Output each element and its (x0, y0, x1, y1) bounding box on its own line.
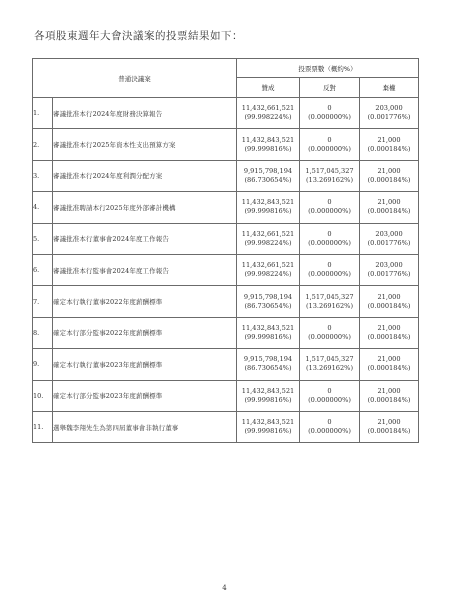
table-row (33, 380, 419, 411)
header-for: 贊成 (237, 78, 300, 98)
resolution-number: 3. (33, 160, 53, 191)
votes-against-percent: (0.000000%) (308, 238, 351, 247)
votes-for (237, 349, 300, 380)
votes-abstain-percent: (0.000184%) (367, 332, 411, 341)
page-number: 4 (222, 584, 227, 592)
votes-against-count: 0 (327, 135, 332, 144)
votes-against (300, 223, 360, 254)
votes-for-percent: (86.730654%) (244, 301, 292, 310)
votes-against-count: 1,517,045,327 (305, 166, 354, 175)
votes-abstain (360, 223, 419, 254)
votes-abstain-count: 21,000 (377, 166, 401, 175)
resolution-description: 審議批准本行董事會2024年度工作報告 (53, 223, 237, 254)
votes-against-percent: (0.000000%) (308, 332, 351, 341)
votes-abstain (360, 317, 419, 348)
resolution-description: 審議批准本行2025年資本性支出預算方案 (53, 129, 237, 160)
votes-against-percent: (0.000000%) (308, 395, 351, 404)
table-row (33, 349, 419, 380)
votes-abstain-percent: (0.001776%) (367, 238, 411, 247)
votes-abstain (360, 349, 419, 380)
votes-for-count: 11,432,661,521 (241, 104, 295, 113)
votes-for (237, 286, 300, 317)
votes-for-percent: (86.730654%) (244, 364, 292, 373)
votes-against (300, 349, 360, 380)
votes-abstain-percent: (0.000184%) (367, 144, 411, 153)
votes-for-count: 11,432,843,521 (241, 386, 295, 395)
votes-against (300, 192, 360, 223)
votes-abstain-percent: (0.000184%) (367, 207, 411, 216)
resolution-description: 審議批准本行監事會2024年度工作報告 (53, 254, 237, 285)
votes-against-count: 0 (327, 418, 332, 427)
votes-abstain-count: 203,000 (375, 229, 403, 238)
intro-text: 各項股東週年大會決議案的投票結果如下： (34, 30, 243, 42)
votes-for-count: 9,915,798,194 (243, 166, 293, 175)
votes-abstain-count: 21,000 (377, 198, 401, 207)
votes-abstain (360, 254, 419, 285)
table-row (33, 192, 419, 223)
resolution-number: 4. (33, 192, 53, 223)
votes-for-percent: (99.998224%) (244, 238, 292, 247)
votes-for-count: 11,432,661,521 (241, 229, 295, 238)
votes-abstain (360, 380, 419, 411)
table-row (33, 223, 419, 254)
votes-abstain-count: 21,000 (377, 386, 401, 395)
votes-against-count: 0 (327, 104, 332, 113)
votes-for-percent: (99.999816%) (244, 144, 292, 153)
votes-abstain-count: 203,000 (375, 104, 403, 113)
votes-against-count: 0 (327, 323, 332, 332)
votes-against-percent: (0.000000%) (308, 144, 351, 153)
votes-for-count: 11,432,843,521 (241, 418, 295, 427)
resolution-description: 確定本行部分監事2022年度薪酬標準 (53, 317, 237, 348)
resolution-description: 確定本行部分監事2023年度薪酬標準 (53, 380, 237, 411)
votes-for-percent: (99.999816%) (244, 427, 292, 436)
votes-for-percent: (99.999816%) (244, 332, 292, 341)
votes-against (300, 411, 360, 442)
votes-against-percent: (13.269162%) (305, 175, 354, 184)
votes-abstain (360, 411, 419, 442)
table-row (33, 254, 419, 285)
votes-abstain-count: 21,000 (377, 323, 401, 332)
votes-abstain (360, 98, 419, 129)
resolution-description: 確定本行執行董事2022年度薪酬標準 (53, 286, 237, 317)
votes-against-percent: (13.269162%) (305, 301, 354, 310)
resolution-number: 5. (33, 223, 53, 254)
votes-for-count: 9,915,798,194 (243, 292, 293, 301)
votes-against-count: 1,517,045,327 (305, 292, 354, 301)
votes-abstain-percent: (0.000184%) (367, 175, 411, 184)
votes-for-percent: (99.999816%) (244, 207, 292, 216)
votes-against-count: 0 (327, 229, 332, 238)
votes-abstain-percent: (0.000184%) (367, 364, 411, 373)
votes-for (237, 254, 300, 285)
votes-against (300, 98, 360, 129)
votes-abstain-count: 21,000 (377, 135, 401, 144)
resolution-description: 審議批准本行2024年度利潤分配方案 (53, 160, 237, 191)
votes-against-percent: (13.269162%) (305, 364, 354, 373)
votes-against (300, 380, 360, 411)
resolution-description: 確定本行執行董事2023年度薪酬標準 (53, 349, 237, 380)
table-row (33, 286, 419, 317)
resolution-number: 1. (33, 98, 53, 129)
votes-for (237, 129, 300, 160)
votes-for-count: 9,915,798,194 (243, 355, 293, 364)
votes-for (237, 317, 300, 348)
resolution-description: 審議批准聘請本行2025年度外部審計機構 (53, 192, 237, 223)
votes-abstain (360, 129, 419, 160)
votes-abstain-count: 21,000 (377, 418, 401, 427)
votes-for-percent: (99.998224%) (244, 270, 292, 279)
votes-against (300, 286, 360, 317)
votes-abstain-count: 203,000 (375, 261, 403, 270)
resolution-description: 審議批准本行2024年度財務決算報告 (53, 98, 237, 129)
table-row (33, 129, 419, 160)
votes-for-count: 11,432,843,521 (241, 198, 295, 207)
votes-against-count: 1,517,045,327 (305, 355, 354, 364)
votes-for-percent: (99.998224%) (244, 113, 292, 122)
votes-against-percent: (0.000000%) (308, 207, 351, 216)
resolution-number: 11. (33, 411, 53, 442)
resolution-number: 10. (33, 380, 53, 411)
table-row (33, 98, 419, 129)
header-abstain: 棄權 (360, 78, 419, 98)
votes-for (237, 192, 300, 223)
votes-abstain-percent: (0.000184%) (367, 395, 411, 404)
resolution-number: 6. (33, 254, 53, 285)
resolution-description: 選舉魏李翔先生為第四屆董事會非執行董事 (53, 411, 237, 442)
header-votes-group: 投票票數（概約%） (237, 59, 419, 78)
votes-for (237, 160, 300, 191)
votes-for (237, 380, 300, 411)
votes-abstain-percent: (0.001776%) (367, 113, 411, 122)
votes-against (300, 317, 360, 348)
votes-against-count: 0 (327, 386, 332, 395)
resolution-number: 8. (33, 317, 53, 348)
votes-abstain-percent: (0.001776%) (367, 270, 411, 279)
votes-against (300, 254, 360, 285)
votes-for-percent: (99.999816%) (244, 395, 292, 404)
votes-against-count: 0 (327, 198, 332, 207)
votes-abstain (360, 286, 419, 317)
votes-abstain (360, 192, 419, 223)
votes-abstain (360, 160, 419, 191)
votes-for-count: 11,432,661,521 (241, 261, 295, 270)
votes-for-percent: (86.730654%) (244, 175, 292, 184)
table-row (33, 317, 419, 348)
table-row (33, 411, 419, 442)
votes-abstain-percent: (0.000184%) (367, 427, 411, 436)
votes-abstain-percent: (0.000184%) (367, 301, 411, 310)
voting-results-table (32, 58, 419, 443)
votes-against (300, 160, 360, 191)
votes-abstain-count: 21,000 (377, 355, 401, 364)
votes-for-count: 11,432,843,521 (241, 135, 295, 144)
table-row (33, 160, 419, 191)
resolution-number: 9. (33, 349, 53, 380)
header-resolution: 普通決議案 (33, 59, 237, 98)
votes-abstain-count: 21,000 (377, 292, 401, 301)
votes-against-percent: (0.000000%) (308, 270, 351, 279)
votes-against-percent: (0.000000%) (308, 113, 351, 122)
votes-against-percent: (0.000000%) (308, 427, 351, 436)
votes-for (237, 223, 300, 254)
votes-for-count: 11,432,843,521 (241, 323, 295, 332)
resolution-number: 7. (33, 286, 53, 317)
votes-against (300, 129, 360, 160)
resolution-number: 2. (33, 129, 53, 160)
votes-for (237, 411, 300, 442)
votes-for (237, 98, 300, 129)
header-against: 反對 (300, 78, 360, 98)
votes-against-count: 0 (327, 261, 332, 270)
